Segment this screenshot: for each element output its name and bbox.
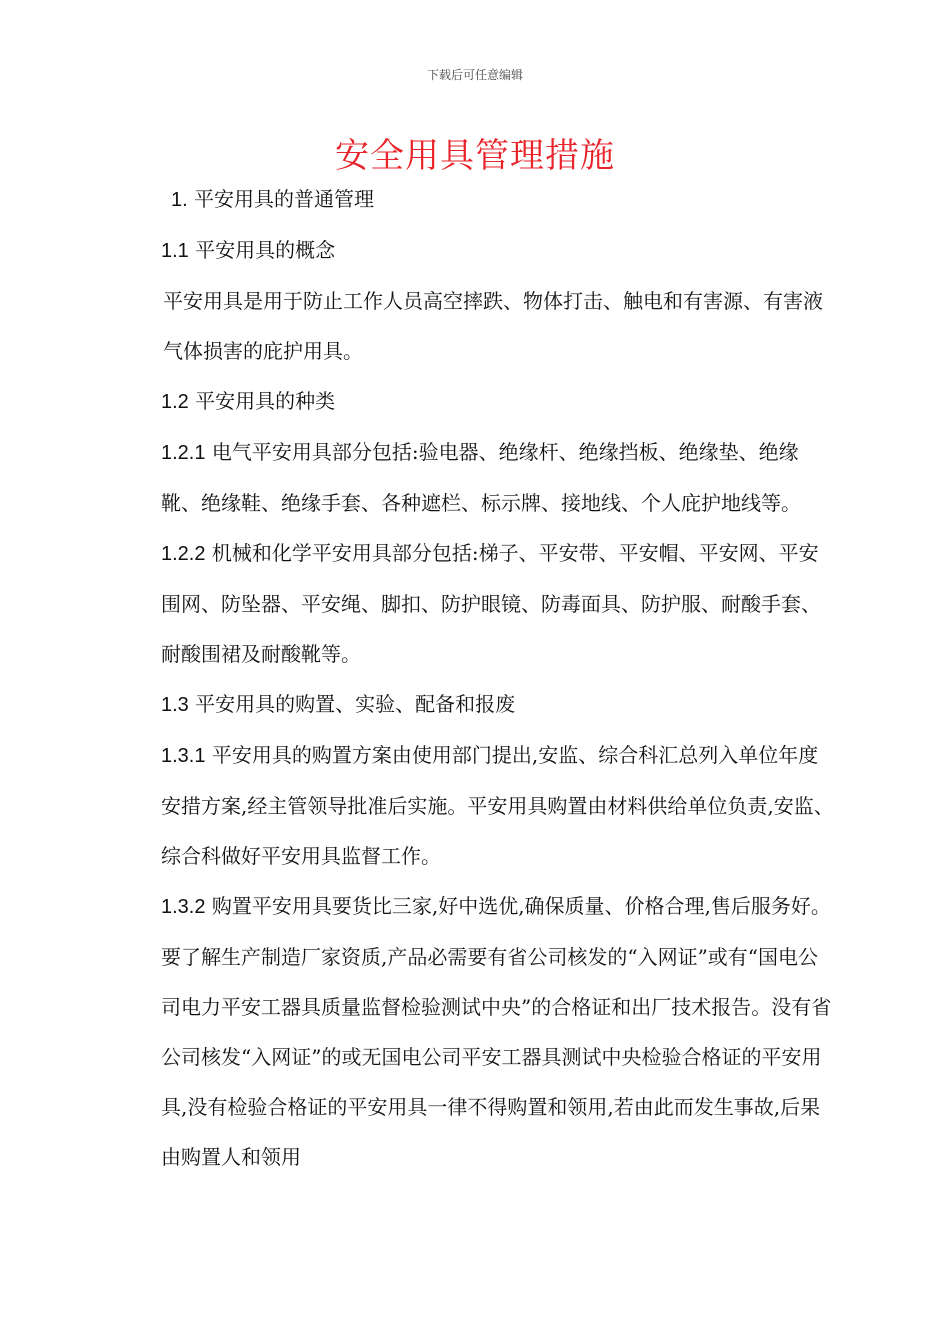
paragraph-1 [145,174,835,225]
header-note: 下载后可任意编辑 [426,68,523,82]
paragraph-concept [145,276,835,376]
paragraph-1-3 [145,679,835,730]
section-number: 1.3.2 [161,896,206,918]
paragraph-1-2-1 [145,427,835,528]
paragraph-text: 平安用具是用于防止工作人员高空摔跌、物体打击、触电和有害源、有害液气体损害的庇护用具。 [163,289,823,363]
paragraph-text: 电气平安用具部分包括:验电器、绝缘杆、绝缘挡板、绝缘垫、绝缘靴、绝缘鞋、绝缘手套、各种遮栏、标示牌、接地线、个人庇护地线等。 [161,440,801,515]
paragraph-1-1 [145,225,835,276]
section-number: 1.1 [161,240,189,262]
paragraph-text: 购置平安用具要货比三家,好中选优,确保质量、价格合理,售后服务好。要了解生产制造厂家资质,产品必需要有省公司核发的“入网证”或有“国电公司电力平安工器具质量监督检验测试中央”的合格证和出厂技术报告。没有省公司核发“入网证”的或无国电公司平安工器具测试中央检验合格证的平安用具,没有检验合格证的平安用具一律不得购置和领用,若由此而发生事故,后果由购置人和领用 [161,894,832,1169]
paragraph-text: 平安用具的概念 [195,238,336,262]
paragraph-1-2 [145,376,835,427]
document-body [145,174,835,1182]
paragraph-text: 平安用具的种类 [195,389,336,413]
section-number: 1.2.2 [161,543,206,565]
section-number: 1.3 [161,694,189,716]
paragraph-1-3-1 [145,730,835,881]
paragraph-text: 平安用具的购置方案由使用部门提出,安监、综合科汇总列入单位年度安措方案,经主管领导批准后实施。平安用具购置由材料供给单位负责,安监、综合科做好平安用具监督工作。 [161,743,834,868]
paragraph-text: 平安用具的普通管理 [194,187,375,211]
paragraph-1-2-2 [145,528,835,679]
paragraph-text: 平安用具的购置、实验、配备和报废 [195,692,516,716]
document-title: 安全用具管理措施 [335,136,615,176]
paragraph-text: 机械和化学平安用具部分包括:梯子、平安带、平安帽、平安网、平安围网、防坠器、平安绳、脚扣、防护眼镜、防毒面具、防护服、耐酸手套、耐酸围裙及耐酸靴等。 [161,541,821,666]
paragraph-1-3-2 [145,881,835,1182]
section-number: 1.3.1 [161,745,206,767]
section-number: 1.2 [161,391,189,413]
section-number: 1. [171,189,188,211]
section-number: 1.2.1 [161,442,206,464]
